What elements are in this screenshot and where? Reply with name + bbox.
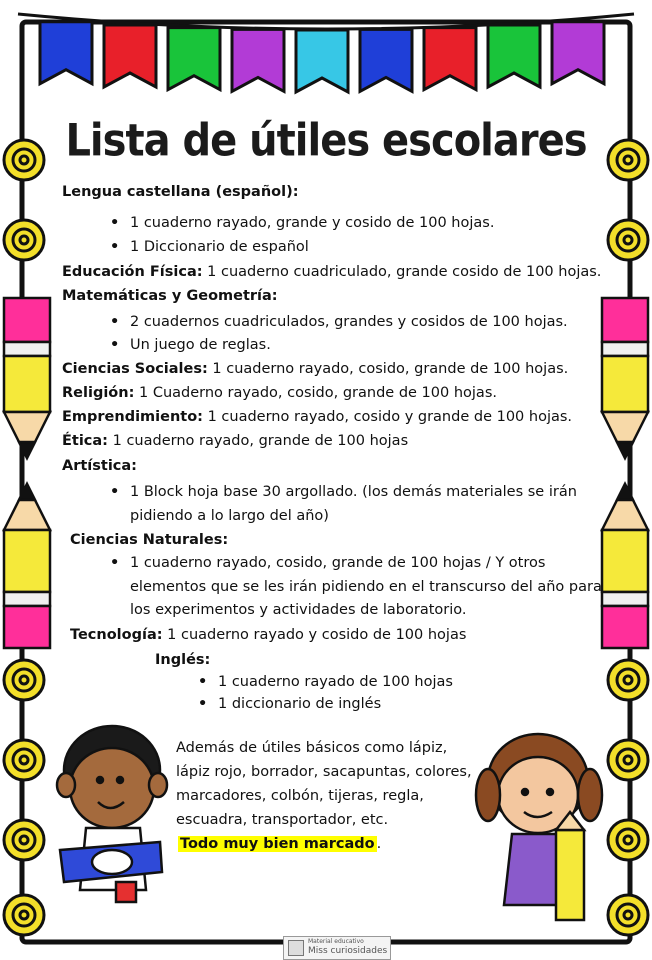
pennant-flag [40, 22, 92, 84]
note-line: marcadores, colbón, tijeras, regla, [176, 788, 424, 804]
list-item: • 1 Block hoja base 30 argollado. (los demás materiales se irán [110, 484, 577, 500]
section-emprendimiento: Emprendimiento: 1 cuaderno rayado, cosido y grande de 100 hojas. [62, 409, 573, 425]
pencil-right-bottom [602, 484, 648, 648]
note-line: escuadra, transportador, etc. [176, 812, 389, 828]
list-item: • 1 diccionario de inglés [198, 696, 382, 712]
section-naturales-header: Ciencias Naturales: [70, 532, 229, 548]
section-sociales: Ciencias Sociales: 1 cuaderno rayado, cosido, grande de 100 hojas. [62, 361, 569, 377]
boy-illustration [57, 726, 167, 902]
pennant-flag [296, 30, 348, 92]
list-item: • 1 Diccionario de español [110, 239, 309, 255]
pencil-right-top [602, 298, 648, 458]
list-item: • Un juego de reglas. [110, 337, 271, 353]
pennant-flag [168, 28, 220, 90]
brand-watermark: Material educativo Miss curiosidades [283, 936, 391, 960]
section-ingles-header: Inglés: [155, 652, 211, 668]
pennant-flag [232, 29, 284, 91]
list-item: • 1 cuaderno rayado de 100 hojas [198, 674, 453, 690]
list-item: • 1 cuaderno rayado, cosido, grande de 100 hojas / Y otros [110, 555, 546, 571]
section-mate-header: Matemáticas y Geometría: [62, 288, 278, 304]
pencil-left-bottom [4, 484, 50, 648]
section-artistica-header: Artística: [62, 458, 137, 474]
note-line: Además de útiles básicos como lápiz, [176, 740, 448, 756]
pennant-banner [40, 22, 604, 92]
list-item-continuation: elementos que se les irán pidiendo en el transcurso del año para [130, 579, 602, 595]
pennant-flag [360, 29, 412, 91]
note-highlight-line: Todo muy bien marcado . [180, 836, 382, 852]
section-lengua-header: Lengua castellana (español): [62, 184, 299, 200]
list-item: • 2 cuadernos cuadriculados, grandes y cosidos de 100 hojas. [110, 314, 568, 330]
girl-illustration [476, 734, 602, 920]
section-tecnologia: Tecnología: 1 cuaderno rayado y cosido de 100 hojas [70, 627, 467, 643]
highlight-text: Todo muy bien marcado [180, 836, 375, 852]
note-line: lápiz rojo, borrador, sacapuntas, colores, [176, 764, 472, 780]
pencil-left-top [4, 298, 50, 458]
list-item: • 1 cuaderno rayado, grande y cosido de 100 hojas. [110, 215, 495, 231]
list-item-continuation: los experimentos y actividades de laboratorio. [130, 602, 467, 618]
section-religion: Religión: 1 Cuaderno rayado, cosido, grande de 100 hojas. [62, 385, 497, 401]
section-etica: Ética: 1 cuaderno rayado, grande de 100 hojas [62, 433, 409, 449]
teacher-icon [288, 940, 304, 956]
section-edfisica: Educación Física: 1 cuaderno cuadriculado, grande cosido de 100 hojas. [62, 264, 602, 280]
pennant-flag [104, 25, 156, 87]
pennant-flag [424, 28, 476, 90]
pennant-flag [488, 25, 540, 87]
list-item-continuation: pidiendo a lo largo del año) [130, 508, 329, 524]
page-title: Lista de útiles escolares [65, 115, 587, 167]
pennant-flag [552, 22, 604, 84]
